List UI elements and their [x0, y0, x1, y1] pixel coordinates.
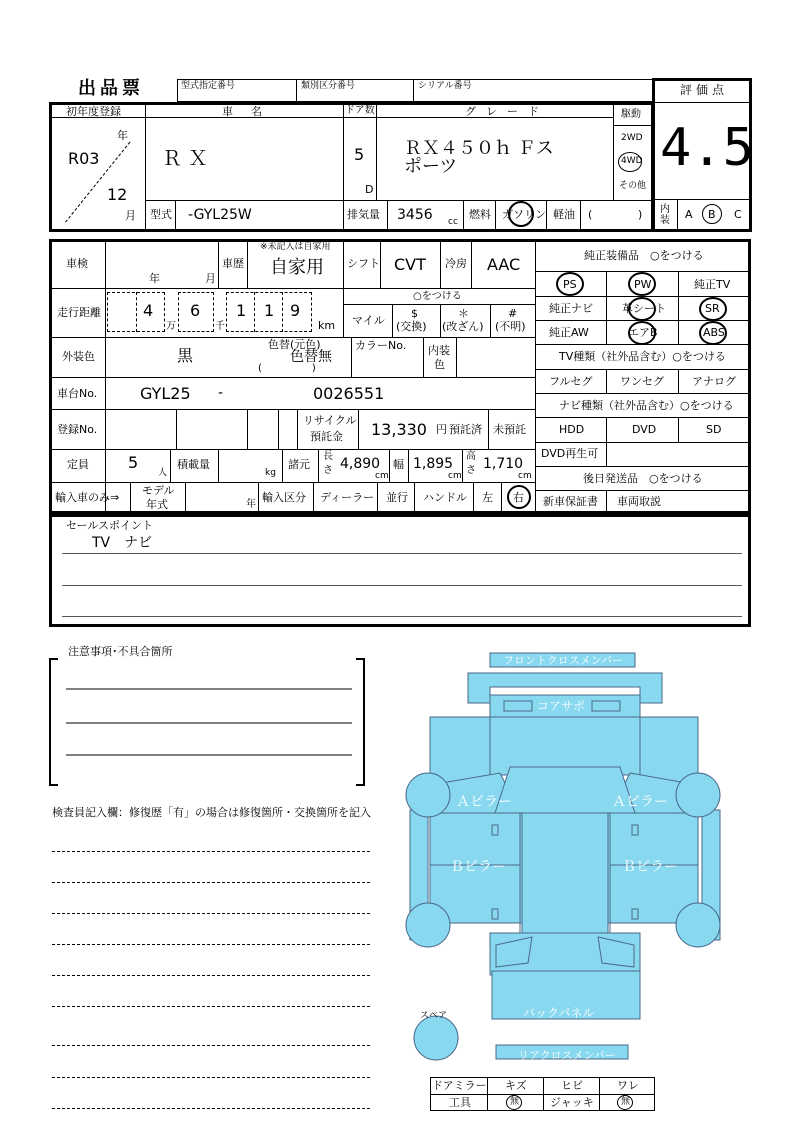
diagram-front-cross: フロントクロスメンバー — [503, 654, 624, 667]
model-value: -GYL25W — [188, 207, 252, 223]
engine-bay — [490, 717, 640, 775]
color-value: 黒 — [177, 346, 194, 365]
fuel-light-oil: 軽油 — [553, 208, 575, 221]
tv-fullseg: フルセグ — [549, 375, 593, 388]
ac-label: 冷房 — [445, 257, 467, 270]
handle-left: 左 — [482, 491, 493, 504]
interior-grade-b: B — [708, 208, 716, 221]
diagram-a-pillar-right: Ａピラー — [612, 794, 668, 810]
chassis-label: 車台No. — [57, 387, 98, 400]
reg-label: 登録No. — [57, 423, 98, 436]
footer-tools-none: 無 — [510, 1097, 520, 1107]
inspector-label: 検査員記入欄：修復歴「有」の場合は修復箇所・交換箇所を記入 — [52, 806, 371, 819]
modified-label: (改ざん) — [442, 320, 484, 333]
width-value: 1,895 — [413, 456, 454, 472]
first-reg-year: R03 — [68, 149, 100, 168]
caution-label: 注意事項･不具合箇所 — [68, 645, 173, 658]
height-label1: 高 — [466, 451, 476, 462]
mileage-sen: 千 — [215, 321, 225, 332]
capacity-value: 5 — [128, 453, 139, 472]
unknown-sym: # — [508, 307, 518, 320]
model-code-label: 型式指定番号 — [181, 81, 236, 91]
wheel-rear-right — [676, 903, 720, 947]
footer-crack: ヒビ — [561, 1079, 583, 1092]
length-label2: さ — [323, 465, 333, 476]
later-warranty: 新車保証書 — [543, 495, 598, 508]
color-change-paren: ( ) — [258, 363, 316, 374]
navi-title: ナビ種類（社外品含む）○をつける — [559, 399, 734, 412]
color-change-label: 色替(元色) — [268, 338, 321, 351]
month-unit: 月 — [125, 209, 136, 222]
doors-suffix: D — [365, 183, 374, 196]
model-year-label2: 年式 — [146, 498, 168, 511]
mileage-digit-1: 4 — [143, 301, 154, 320]
mileage-digit-4: 1 — [264, 301, 275, 320]
category-label: 類別区分番号 — [301, 81, 356, 91]
page-title: 出品票 — [78, 78, 144, 99]
shaken-year: 年 — [149, 272, 160, 285]
recycle-label2: 預託金 — [310, 430, 343, 443]
recycle-value: 13,330 — [371, 420, 427, 439]
roof — [522, 813, 608, 933]
mileage-label: 走行距離 — [57, 306, 101, 319]
color-change-value: 色替無 — [290, 349, 332, 365]
spare-tire — [414, 1016, 458, 1060]
load-label: 積載量 — [177, 458, 210, 471]
height-value: 1,710 — [483, 456, 524, 472]
import-label: 輸入車のみ⇒ — [55, 491, 120, 504]
model-year-unit: 年 — [246, 499, 256, 510]
ac-value: AAC — [487, 255, 521, 274]
modified-sym: ＊ — [458, 307, 469, 320]
drive-label: 駆動 — [621, 109, 641, 120]
import-class-label: 輸入区分 — [262, 491, 306, 504]
exchange-sym: $ — [411, 307, 418, 320]
model-label: 型式 — [150, 208, 172, 221]
equip-navi: 純正ナビ — [549, 302, 593, 315]
shaken-month: 月 — [205, 272, 216, 285]
mileage-digit-5: 9 — [290, 301, 301, 320]
doors-value: 5 — [354, 145, 365, 164]
grade-line2: ポーツ — [404, 156, 458, 177]
fuel-label: 燃料 — [469, 208, 491, 221]
equip-title: 純正装備品 ○をつける — [584, 249, 704, 262]
serial-label: シリアル番号 — [418, 81, 472, 91]
shaken-label: 車検 — [66, 257, 88, 270]
interior-color-label1: 内装 — [428, 344, 450, 357]
model-code-box — [177, 79, 297, 102]
length-unit: cm — [375, 471, 389, 481]
mileage-man: 万 — [166, 321, 176, 332]
history-value: 自家用 — [270, 257, 324, 278]
history-label: 車歴 — [222, 257, 244, 270]
recycle-not-deposited: 未預託 — [493, 423, 526, 436]
model-year-label1: モデル — [142, 484, 175, 497]
recycle-deposited: 預託済 — [449, 423, 482, 436]
year-unit: 年 — [117, 129, 128, 142]
interior-color-label2: 色 — [434, 358, 445, 371]
recycle-label1: リサイクル — [303, 414, 357, 427]
mileage-digit-3: 1 — [236, 301, 247, 320]
navi-sd: SD — [706, 423, 722, 436]
rating-value: 4.5 — [660, 118, 754, 178]
length-label1: 長 — [323, 451, 333, 462]
handle-right-circle — [507, 485, 531, 509]
later-manual: 車両取説 — [617, 495, 661, 508]
history-note: ※未記入は自家用 — [260, 242, 331, 252]
drive-other: その他 — [619, 181, 647, 191]
front-left-fender — [430, 717, 490, 785]
interior-grade-a: A — [685, 208, 693, 221]
equip-leather: 革シート — [622, 302, 666, 315]
first-reg-slash — [60, 140, 132, 226]
drive-2wd: 2WD — [621, 133, 643, 143]
equip-sr: SR — [705, 302, 720, 315]
sales-point-label: セールスポイント — [66, 519, 154, 532]
footer-tools: 工具 — [449, 1096, 471, 1109]
width-label: 幅 — [393, 458, 404, 471]
color-no-label: カラーNo. — [355, 339, 407, 352]
mileage-circle-note: ○をつける — [413, 291, 462, 302]
footer-break: ワレ — [617, 1079, 639, 1092]
unknown-label: (不明) — [495, 320, 526, 333]
parallel-label: 並行 — [386, 491, 408, 504]
chassis-dash: - — [218, 385, 224, 401]
interior-grade-c: C — [734, 208, 742, 221]
recycle-unit: 円 — [436, 423, 447, 436]
wheel-front-right — [676, 773, 720, 817]
serial-box — [413, 79, 653, 102]
footer-jack-none: 無 — [621, 1097, 631, 1107]
grade-label: グレード — [465, 105, 549, 118]
interior-label: 内装 — [660, 204, 670, 226]
diagram-back-panel: バックパネル — [523, 1006, 595, 1020]
tv-title: TV種類（社外品含む）○をつける — [559, 350, 726, 363]
tv-oneseg: ワンセグ — [620, 375, 664, 388]
footer-door-mirror: ドアミラー — [432, 1079, 487, 1092]
category-box — [296, 79, 414, 102]
navi-hdd: HDD — [559, 423, 585, 436]
diagram-core-support: コアサポ — [537, 699, 586, 713]
displacement-label: 排気量 — [347, 208, 380, 221]
equip-airbag: エアB — [628, 326, 658, 339]
mileage-digit-2: 6 — [190, 301, 201, 320]
mile-label: マイル — [352, 314, 385, 327]
fuel-circle — [508, 201, 534, 227]
diagram-spare-label: スペア — [420, 1011, 448, 1021]
first-reg-label: 初年度登録 — [66, 105, 121, 118]
capacity-unit: 人 — [158, 468, 168, 478]
drive-4wd: 4WD — [621, 156, 643, 166]
height-unit: cm — [518, 471, 532, 481]
mileage-km: km — [318, 319, 336, 332]
diagram-rear-cross: リアクロスメンバー — [518, 1049, 616, 1062]
drive-4wd-circle — [618, 152, 642, 172]
spec-label: 諸元 — [288, 458, 310, 471]
equip-aw: 純正AW — [549, 326, 589, 339]
length-value: 4,890 — [340, 456, 381, 472]
exchange-label: (交換) — [396, 320, 427, 333]
footer-scratch: キズ — [505, 1079, 527, 1092]
doors-label: ドア数 — [345, 105, 375, 116]
car-name-label: 車名 — [222, 105, 280, 118]
fuel-gasoline: ガソリン — [502, 208, 546, 221]
capacity-label: 定員 — [67, 458, 89, 471]
handle-right: 右 — [513, 491, 524, 504]
equip-ps: PS — [563, 278, 577, 291]
equip-tv: 純正TV — [694, 278, 731, 291]
navi-dvd: DVD — [632, 423, 657, 436]
displacement-unit: cc — [448, 217, 458, 227]
chassis-prefix: GYL25 — [140, 384, 191, 403]
wheel-front-left — [406, 773, 450, 817]
rating-label: 評価点 — [680, 83, 729, 97]
grade-line1: ＲＸ４５０ｈ Ｆス — [404, 138, 554, 159]
diagram-b-pillar-left: Ｂピラー — [450, 859, 506, 875]
footer-jack: ジャッキ — [550, 1096, 594, 1109]
sales-point-box — [49, 514, 751, 627]
diagram-b-pillar-right: Ｂピラー — [622, 859, 678, 875]
chassis-value: 0026551 — [313, 384, 385, 403]
sales-point-text: TV ナビ — [92, 535, 153, 551]
equip-pw: PW — [634, 278, 652, 291]
car-name-value: ＲＸ — [162, 146, 214, 170]
load-unit: kg — [265, 468, 276, 478]
wheel-rear-left — [406, 903, 450, 947]
dealer-label: ディーラー — [320, 491, 375, 504]
caution-brackets — [46, 655, 376, 790]
dvd-playback: DVD再生可 — [541, 447, 599, 460]
height-label2: さ — [466, 465, 476, 476]
width-unit: cm — [448, 471, 462, 481]
first-reg-month: 12 — [107, 185, 128, 204]
color-label: 外装色 — [62, 350, 95, 363]
fuel-paren-right: ) — [638, 208, 643, 221]
displacement-value: 3456 — [397, 207, 433, 223]
diagram-a-pillar-left: Ａピラー — [456, 794, 512, 810]
shift-label: シフト — [347, 257, 380, 270]
shift-value: CVT — [394, 255, 426, 274]
equip-abs: ABS — [703, 326, 725, 339]
handle-label: ハンドル — [423, 491, 467, 504]
interior-grade-circle — [702, 204, 722, 224]
fuel-paren-left: ( — [588, 208, 593, 221]
tv-analog: アナログ — [692, 375, 736, 388]
later-title: 後日発送品 ○をつける — [583, 472, 703, 485]
